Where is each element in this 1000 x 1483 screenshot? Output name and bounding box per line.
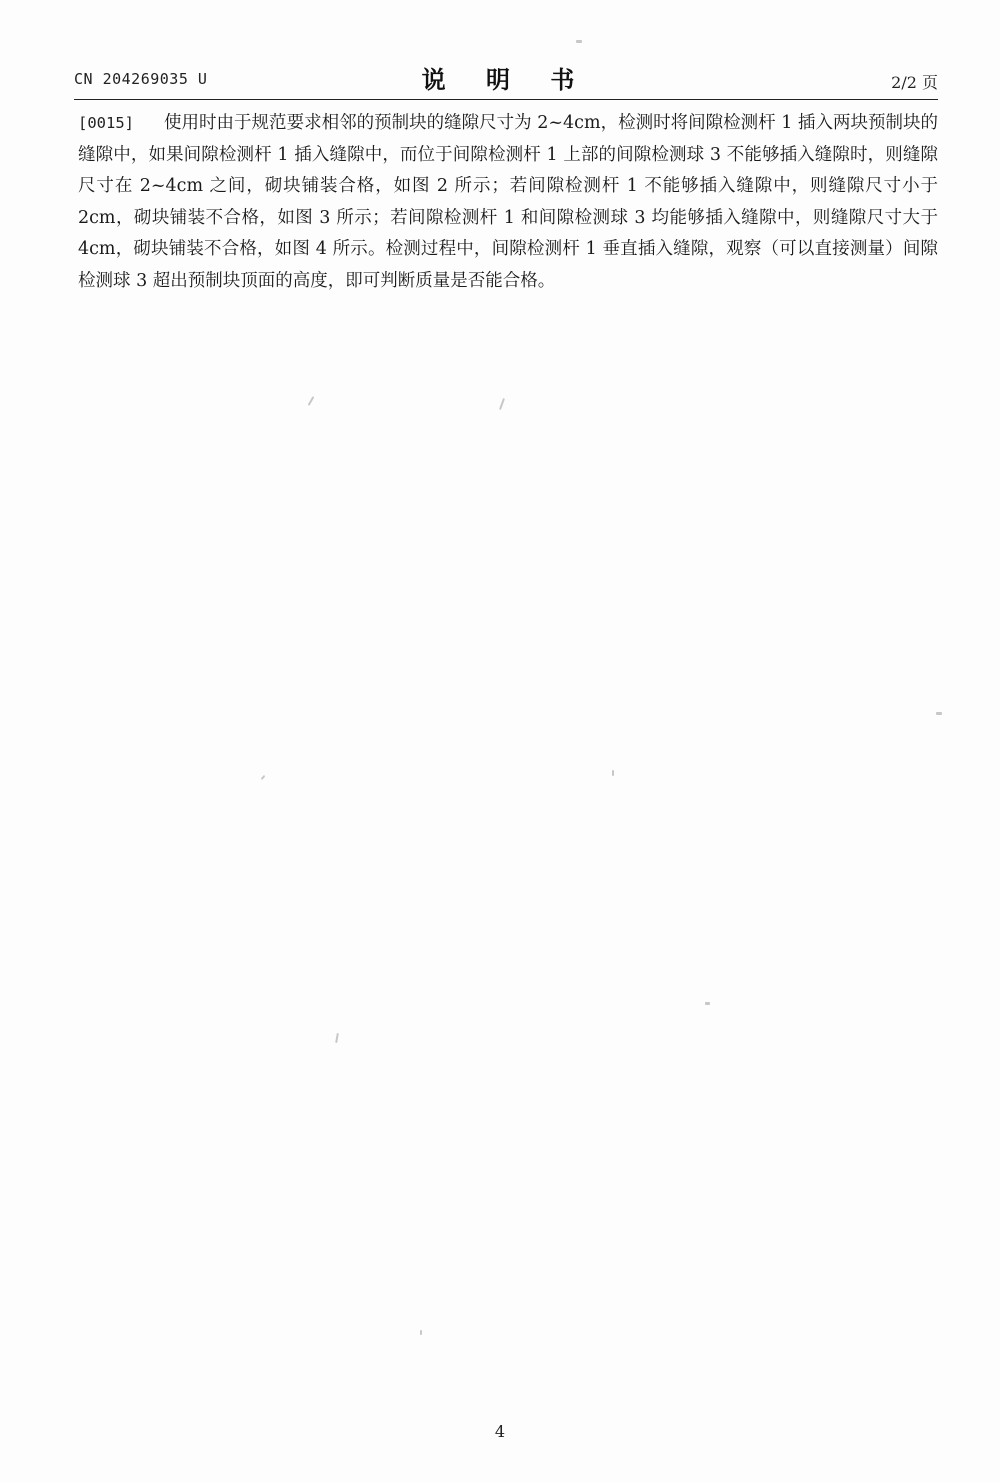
document-body xyxy=(78,108,938,297)
scan-speck xyxy=(308,396,315,406)
scan-speck xyxy=(261,775,266,780)
scan-speck xyxy=(576,40,582,43)
patent-number: CN 204269035 U xyxy=(74,70,208,88)
scan-speck xyxy=(936,712,942,715)
paragraph-number: [0015] xyxy=(78,114,134,132)
header-divider xyxy=(74,99,938,100)
scan-speck xyxy=(335,1033,339,1043)
page-number: 4 xyxy=(494,1422,506,1441)
paragraph-0015 xyxy=(78,108,938,297)
scan-speck xyxy=(612,770,614,776)
page-indicator: 2/2 页 xyxy=(891,73,938,92)
scan-speck xyxy=(420,1330,422,1335)
paragraph-text: 使用时由于规范要求相邻的预制块的缝隙尺寸为 2~4cm，检测时将间隙检测杆 1 插入两块预制块的缝隙中，如果间隙检测杆 1 插入缝隙中，而位于间隙检测杆 1 上部的间隙检测球 3 不能够插入缝隙时，则缝隙尺寸在 2~4cm 之间，砌块铺装合格，如图 2 所示；若间隙检测杆 1 不能够插入缝隙中，则缝隙尺寸小于 2cm，砌块铺装不合格，如图 3 所示；若间隙检测杆 1 和间隙检测球 3 均能够插入缝隙中，则缝隙尺寸大于 4cm，砌块铺装不合格，如图 4 所示。检测过程中，间隙检测杆 1 垂直插入缝隙，观察（可以直接测量）间隙检测球 3 超出预制块顶面的高度，即可判断质量是否能合格。 xyxy=(78,113,938,291)
scan-speck xyxy=(705,1002,710,1005)
scan-speck xyxy=(499,398,505,410)
page-header xyxy=(74,60,938,98)
document-title: 说 明 书 xyxy=(421,66,591,94)
